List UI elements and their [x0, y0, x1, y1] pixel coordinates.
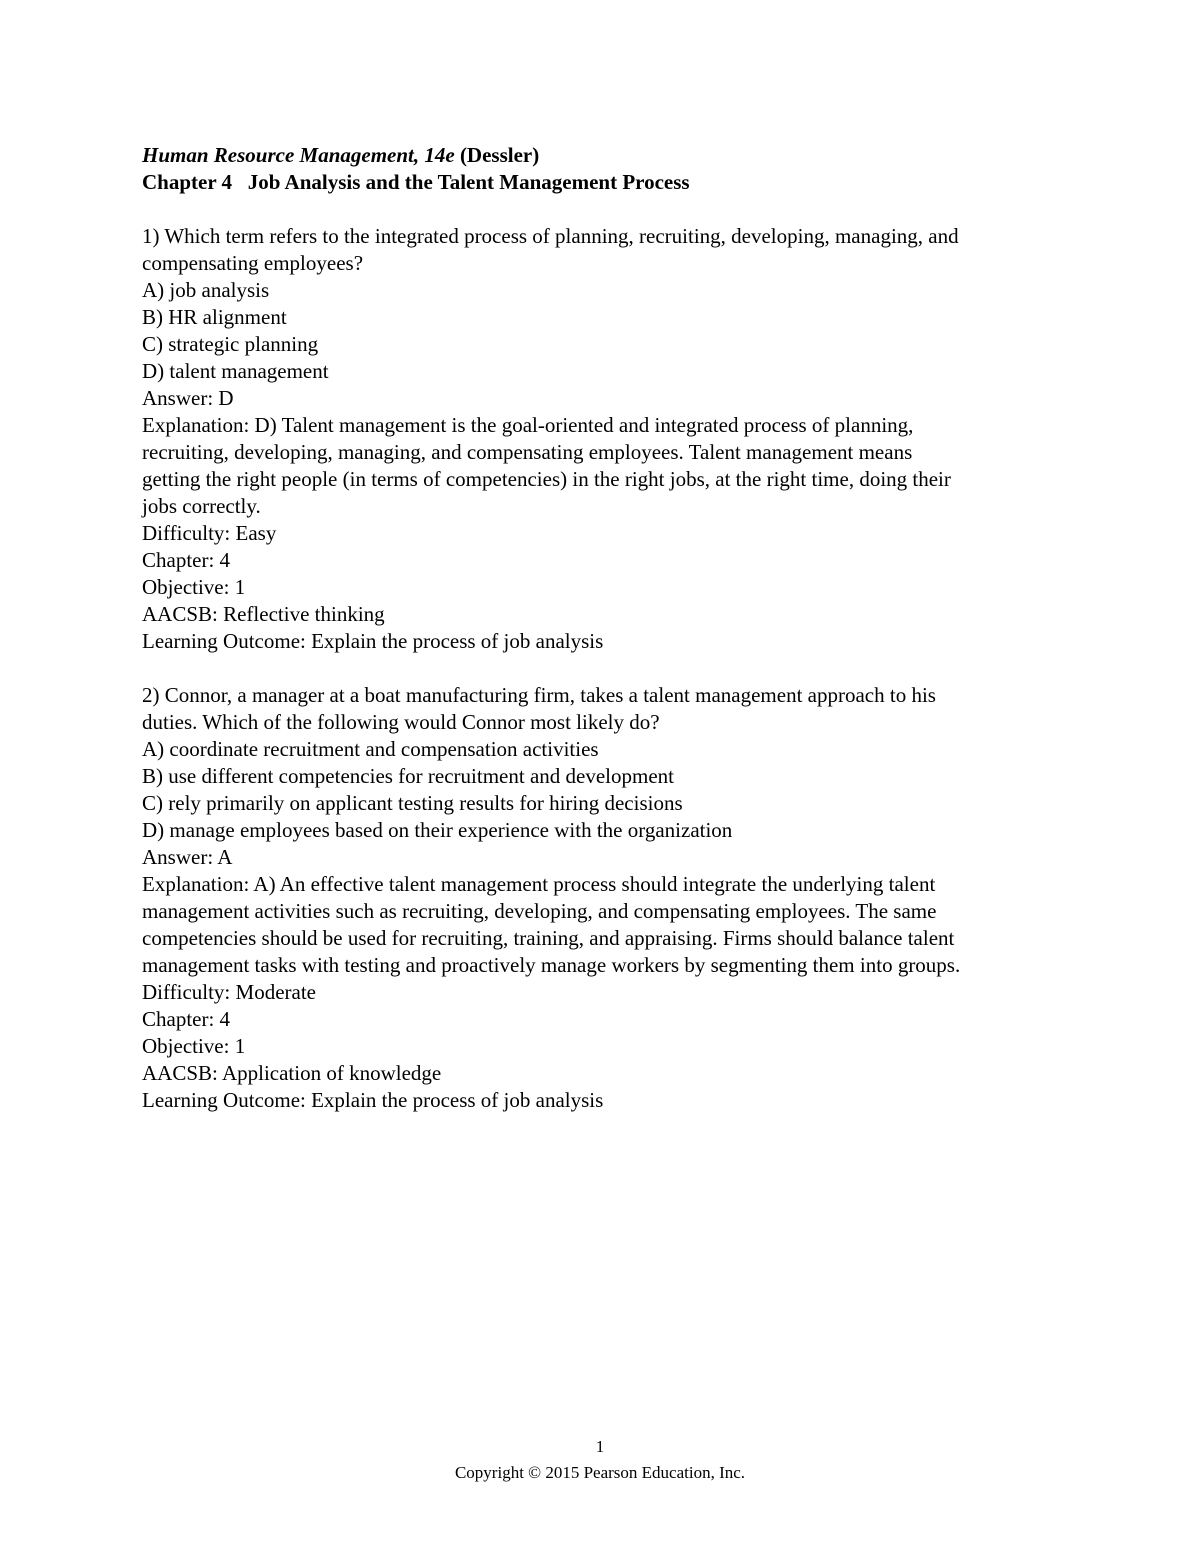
book-author: (Dessler)	[454, 143, 540, 167]
answer-key: Answer: D	[142, 386, 234, 410]
explanation-line: management tasks with testing and proactively manage workers by segmenting them into groups.	[142, 953, 961, 977]
explanation-line: getting the right people (in terms of competencies) in the right jobs, at the right time, doing their	[142, 467, 951, 491]
book-title-line	[142, 142, 1072, 169]
learning-outcome: Learning Outcome: Explain the process of job analysis	[142, 629, 604, 653]
page-content	[142, 142, 1072, 1114]
explanation-line: recruiting, developing, managing, and compensating employees. Talent management means	[142, 440, 913, 464]
question-2	[142, 682, 1072, 1114]
answer-option-b: B) HR alignment	[142, 305, 287, 329]
aacsb: AACSB: Reflective thinking	[142, 602, 385, 626]
question-stem-line: 2) Connor, a manager at a boat manufacturing firm, takes a talent management approach to his	[142, 683, 936, 707]
question-stem-line: 1) Which term refers to the integrated process of planning, recruiting, developing, managing, and	[142, 224, 959, 248]
chapter-ref: Chapter: 4	[142, 548, 231, 572]
answer-option-d: D) manage employees based on their experience with the organization	[142, 818, 733, 842]
chapter-title: Job Analysis and the Talent Management Process	[247, 170, 690, 194]
aacsb: AACSB: Application of knowledge	[142, 1061, 442, 1085]
chapter-ref: Chapter: 4	[142, 1007, 231, 1031]
book-title: Human Resource Management, 14e	[142, 143, 455, 167]
answer-option-d: D) talent management	[142, 359, 329, 383]
page-number: 1	[595, 1437, 605, 1456]
answer-option-c: C) rely primarily on applicant testing results for hiring decisions	[142, 791, 683, 815]
explanation-line: jobs correctly.	[142, 494, 261, 518]
difficulty: Difficulty: Easy	[142, 521, 277, 545]
difficulty: Difficulty: Moderate	[142, 980, 316, 1004]
answer-option-c: C) strategic planning	[142, 332, 319, 356]
learning-outcome: Learning Outcome: Explain the process of job analysis	[142, 1088, 604, 1112]
answer-option-b: B) use different competencies for recruitment and development	[142, 764, 674, 788]
answer-option-a: A) coordinate recruitment and compensation activities	[142, 737, 599, 761]
question-stem-line: compensating employees?	[142, 251, 364, 275]
chapter-heading	[142, 169, 1072, 196]
question-1	[142, 223, 1072, 655]
explanation-line: Explanation: A) An effective talent management process should integrate the underlying talent	[142, 872, 936, 896]
question-stem-line: duties. Which of the following would Connor most likely do?	[142, 710, 660, 734]
answer-option-a: A) job analysis	[142, 278, 270, 302]
header-spacer	[142, 196, 1072, 223]
objective: Objective: 1	[142, 1034, 246, 1058]
objective: Objective: 1	[142, 575, 246, 599]
answer-key: Answer: A	[142, 845, 233, 869]
chapter-label: Chapter 4	[142, 170, 233, 194]
explanation-line: Explanation: D) Talent management is the goal-oriented and integrated process of planning,	[142, 413, 914, 437]
explanation-line: management activities such as recruiting, developing, and compensating employees. The same	[142, 899, 937, 923]
copyright-notice: Copyright © 2015 Pearson Education, Inc.	[454, 1463, 746, 1482]
explanation-line: competencies should be used for recruiting, training, and appraising. Firms should balance talent	[142, 926, 955, 950]
